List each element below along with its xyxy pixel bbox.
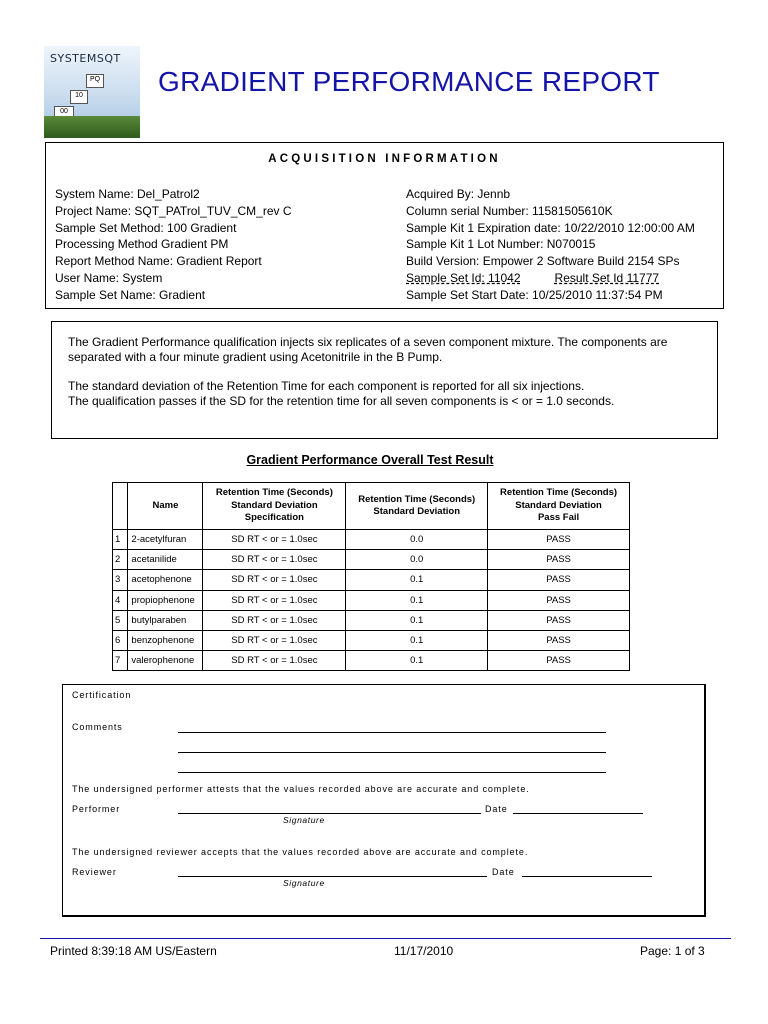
acquired-by: Acquired By: Jennb <box>406 187 511 201</box>
acquisition-left-column <box>55 186 292 304</box>
certification-panel <box>62 684 706 917</box>
reviewer-signature-caption: Signature <box>283 878 325 888</box>
results-table-title: Gradient Performance Overall Test Result <box>246 453 494 467</box>
user-name: User Name: System <box>55 270 163 285</box>
result-set-id: Result Set Id 11777 <box>554 270 660 285</box>
header-sd: Retention Time (Seconds) Standard Deviation <box>346 483 488 530</box>
header-spec: Retention Time (Seconds) Standard Deviation Specification <box>203 483 346 530</box>
footer-printed-time: Printed 8:39:18 AM US/Eastern <box>50 944 217 958</box>
table-row <box>113 651 630 671</box>
sd-cell: 0.1 <box>346 570 488 590</box>
build-version: Build Version: Empower 2 Software Build 2154 SPs <box>406 254 680 269</box>
sample-kit-expiration: Sample Kit 1 Expiration date: 10/22/2010 12:00:00 AM <box>406 220 695 235</box>
reviewer-date-label: Date <box>492 867 515 877</box>
comments-line-2[interactable] <box>178 752 606 753</box>
reviewer-label: Reviewer <box>72 867 117 877</box>
logo-tile-pq: PQ <box>86 74 104 88</box>
table-row <box>113 630 630 650</box>
sample-set-method: Sample Set Method: 100 Gradient <box>55 220 237 235</box>
sd-cell: 0.1 <box>346 590 488 610</box>
component-name: 2-acetylfuran <box>128 530 203 550</box>
result-cell: PASS <box>488 610 630 630</box>
table-row <box>113 590 630 610</box>
table-row <box>113 570 630 590</box>
footer-page-number: Page: 1 of 3 <box>640 944 705 958</box>
qualification-description-panel <box>51 321 718 439</box>
spec-cell: SD RT < or = 1.0sec <box>203 610 346 630</box>
system-name: System Name: Del_Patrol2 <box>55 187 200 201</box>
result-cell: PASS <box>488 570 630 590</box>
sd-cell: 0.1 <box>346 610 488 630</box>
performer-signature-line[interactable] <box>178 813 481 814</box>
sd-cell: 0.1 <box>346 651 488 671</box>
spec-cell: SD RT < or = 1.0sec <box>203 590 346 610</box>
sd-cell: 0.0 <box>346 550 488 570</box>
row-index: 7 <box>113 651 128 671</box>
systemsqt-logo <box>44 46 140 138</box>
performer-date-line[interactable] <box>513 813 643 814</box>
reviewer-statement: The undersigned reviewer accepts that the values recorded above are accurate and complete. <box>72 847 529 857</box>
performer-statement: The undersigned performer attests that the values recorded above are accurate and complete. <box>72 784 530 794</box>
performer-date-label: Date <box>485 804 508 814</box>
spec-cell: SD RT < or = 1.0sec <box>203 651 346 671</box>
acquisition-right-column <box>406 186 695 304</box>
row-index: 6 <box>113 630 128 650</box>
column-serial-number: Column serial Number: 11581505610K <box>406 203 613 218</box>
component-name: butylparaben <box>128 610 203 630</box>
comments-label: Comments <box>72 722 123 732</box>
row-index: 1 <box>113 530 128 550</box>
description-line-pass-criteria: The qualification passes if the SD for the retention time for all seven components is < or = 1.0 seconds. <box>68 394 615 408</box>
header-name: Name <box>128 483 203 530</box>
component-name: acetophenone <box>128 570 203 590</box>
logo-tile-10: 10 <box>70 90 88 104</box>
sample-kit-lot-number: Sample Kit 1 Lot Number: N070015 <box>406 237 596 252</box>
certification-heading: Certification <box>72 690 132 700</box>
description-paragraph-2 <box>68 379 701 409</box>
table-row <box>113 550 630 570</box>
row-index: 3 <box>113 570 128 590</box>
logo-brand-text: SYSTEMSQT <box>50 52 121 65</box>
description-paragraph-1: The Gradient Performance qualification injects six replicates of a seven component mixture. The components are separated with a four minute gradient using Acetonitrile in the B Pump. <box>68 335 668 364</box>
sample-set-start-date: Sample Set Start Date: 10/25/2010 11:37:54 PM <box>406 287 663 302</box>
result-cell: PASS <box>488 651 630 671</box>
performer-label: Performer <box>72 804 121 814</box>
processing-method: Processing Method Gradient PM <box>55 237 229 252</box>
spec-cell: SD RT < or = 1.0sec <box>203 570 346 590</box>
result-cell: PASS <box>488 550 630 570</box>
footer-date: 11/17/2010 <box>394 944 454 958</box>
results-header-row <box>113 483 630 530</box>
comments-line-3[interactable] <box>178 772 606 773</box>
result-cell: PASS <box>488 530 630 550</box>
comments-line-1[interactable] <box>178 732 606 733</box>
sample-set-name: Sample Set Name: Gradient <box>55 287 206 302</box>
result-cell: PASS <box>488 590 630 610</box>
sd-cell: 0.1 <box>346 630 488 650</box>
component-name: propiophenone <box>128 590 203 610</box>
description-line-sd: The standard deviation of the Retention Time for each component is reported for all six injections. <box>68 379 585 393</box>
report-title: GRADIENT PERFORMANCE REPORT <box>158 66 660 97</box>
logo-tile-00: 00 <box>54 106 74 120</box>
header-index <box>113 483 128 530</box>
acquisition-heading: ACQUISITION INFORMATION <box>268 153 501 165</box>
logo-grass-graphic <box>44 116 140 138</box>
component-name: valerophenone <box>128 651 203 671</box>
spec-cell: SD RT < or = 1.0sec <box>203 630 346 650</box>
reviewer-signature-line[interactable] <box>178 876 487 877</box>
table-row <box>113 610 630 630</box>
component-name: acetanilide <box>128 550 203 570</box>
acquisition-info-panel <box>45 142 724 309</box>
spec-cell: SD RT < or = 1.0sec <box>203 550 346 570</box>
sample-set-id: Sample Set Id: 11042 <box>406 270 521 285</box>
spec-cell: SD RT < or = 1.0sec <box>203 530 346 550</box>
row-index: 4 <box>113 590 128 610</box>
row-index: 5 <box>113 610 128 630</box>
table-row <box>113 530 630 550</box>
reviewer-date-line[interactable] <box>522 876 652 877</box>
component-name: benzophenone <box>128 630 203 650</box>
results-table <box>112 482 630 671</box>
row-index: 2 <box>113 550 128 570</box>
sd-cell: 0.0 <box>346 530 488 550</box>
footer-divider <box>40 938 731 939</box>
result-cell: PASS <box>488 630 630 650</box>
project-name: Project Name: SQT_PATrol_TUV_CM_rev C <box>55 203 292 218</box>
performer-signature-caption: Signature <box>283 815 325 825</box>
set-ids-row <box>406 270 695 287</box>
header-pass-fail: Retention Time (Seconds) Standard Deviation Pass Fail <box>488 483 630 530</box>
report-method-name: Report Method Name: Gradient Report <box>55 254 262 269</box>
